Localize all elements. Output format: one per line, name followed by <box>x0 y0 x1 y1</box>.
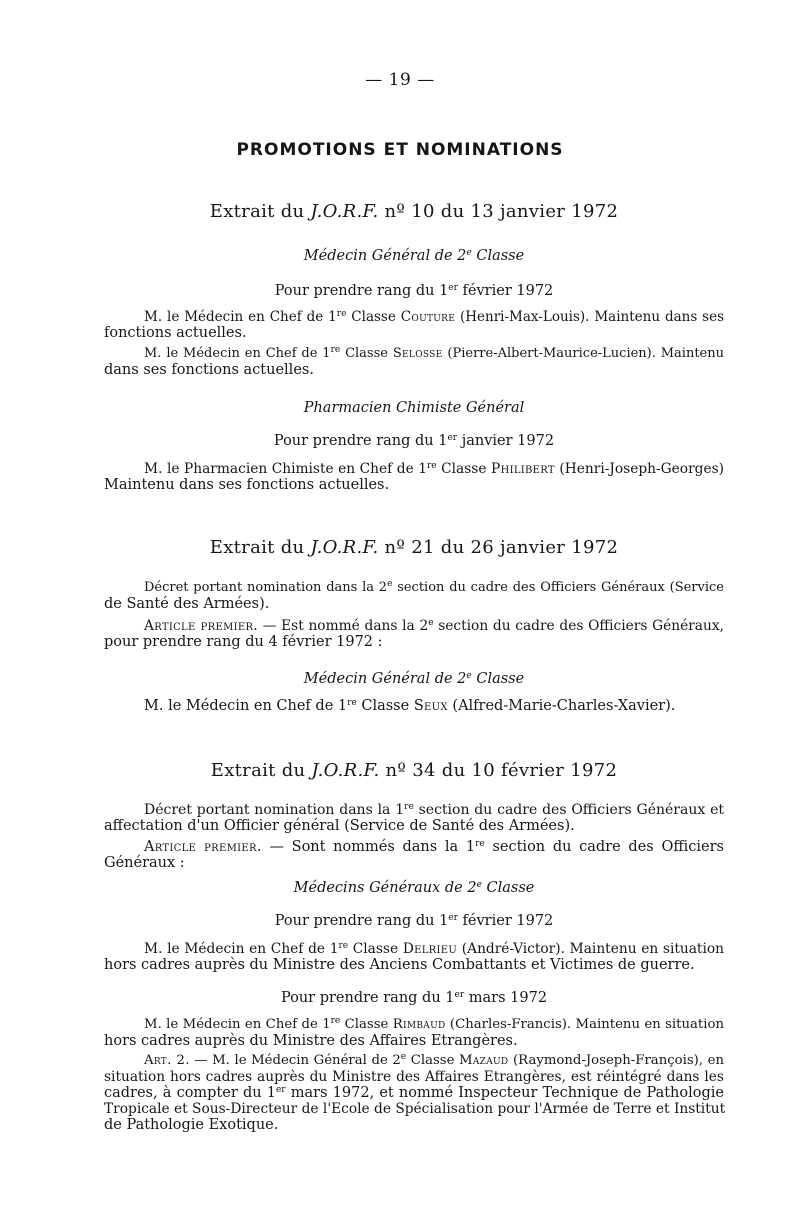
section-1-entry-3-cont: Maintenu dans ses fonctions actuelles. <box>104 477 390 493</box>
section-2-decree: Décret portant nomination dans la 2e section du cadre des Officiers Généraux (Service <box>144 579 725 595</box>
section-3-heading: Extrait du J.O.R.F. nº 34 du 10 février 1972 <box>210 760 618 781</box>
section-2-heading: Extrait du J.O.R.F. nº 21 du 26 janvier 1972 <box>209 537 619 558</box>
section-1-rank-date-2: Pour prendre rang du 1er janvier 1972 <box>273 433 555 449</box>
section-1-entry-3: M. le Pharmacien Chimiste en Chef de 1re Classe Philibert (Henri-Joseph-Georges) <box>144 461 724 477</box>
section-2-article-cont: pour prendre rang du 4 février 1972 : <box>104 634 383 650</box>
section-3-entry-2-cont: hors cadres auprès du Ministre des Affaires Etrangères. <box>104 1033 518 1049</box>
section-3-article-2-line-2: situation hors cadres auprès du Ministre des Affaires Etrangères, est réintégré dans les <box>104 1069 724 1085</box>
section-3-entry-2: M. le Médecin en Chef de 1re Classe Rimbaud (Charles-Francis). Maintenu en situation <box>144 1016 724 1032</box>
section-3-decree-cont: affectation d'un Officier général (Service de Santé des Armées). <box>104 818 575 834</box>
page-number: — 19 — <box>365 70 435 90</box>
section-2-article: Article premier. — Est nommé dans la 2e section du cadre des Officiers Généraux, <box>144 618 724 634</box>
section-1-entry-1-cont: fonctions actuelles. <box>104 325 247 341</box>
section-2-decree-cont: de Santé des Armées). <box>104 596 270 612</box>
section-2-entry: M. le Médecin en Chef de 1re Classe Seux (Alfred-Marie-Charles-Xavier). <box>144 698 676 714</box>
section-3-rank-subtitle: Médecins Généraux de 2e Classe <box>293 880 535 896</box>
section-3-article-cont: Généraux : <box>104 855 185 871</box>
section-3-article-2-line-5: de Pathologie Exotique. <box>104 1117 279 1133</box>
section-1-pharmacist-subtitle: Pharmacien Chimiste Général <box>303 400 525 416</box>
section-1-entry-2: M. le Médecin en Chef de 1re Classe Selosse (Pierre-Albert-Maurice-Lucien). Maintenu <box>144 345 724 361</box>
section-1-entry-2-cont: dans ses fonctions actuelles. <box>104 362 314 378</box>
section-3-article-2-line-3: cadres, à compter du 1er mars 1972, et nommé Inspecteur Technique de Pathologie <box>104 1085 724 1101</box>
section-3-decree: Décret portant nomination dans la 1re section du cadre des Officiers Généraux et <box>144 802 725 818</box>
section-1-rank-subtitle: Médecin Général de 2e Classe <box>303 248 525 264</box>
page-title: PROMOTIONS ET NOMINATIONS <box>236 140 564 160</box>
section-2-rank-subtitle: Médecin Général de 2e Classe <box>303 671 525 687</box>
section-1-rank-date: Pour prendre rang du 1er février 1972 <box>274 283 554 299</box>
section-3-rank-date: Pour prendre rang du 1er février 1972 <box>274 913 554 929</box>
section-3-article-2-line-4: Tropicale et Sous-Directeur de l'Ecole de Spécialisation pour l'Armée de Terre et Institut <box>104 1101 726 1117</box>
section-1-entry-1: M. le Médecin en Chef de 1re Classe Couture (Henri-Max-Louis). Maintenu dans ses <box>144 309 725 325</box>
section-3-article-2: Art. 2. — M. le Médecin Général de 2e Classe Mazaud (Raymond-Joseph-François), en <box>144 1052 725 1068</box>
section-3-rank-date-2: Pour prendre rang du 1er mars 1972 <box>280 990 548 1006</box>
section-1-heading: Extrait du J.O.R.F. nº 10 du 13 janvier 1972 <box>209 201 619 222</box>
section-3-entry-1: M. le Médecin en Chef de 1re Classe Delrieu (André-Victor). Maintenu en situation <box>144 941 724 957</box>
section-3-article: Article premier. — Sont nommés dans la 1re section du cadre des Officiers <box>144 839 724 855</box>
section-3-entry-1-cont: hors cadres auprès du Ministre des Anciens Combattants et Victimes de guerre. <box>104 957 695 973</box>
